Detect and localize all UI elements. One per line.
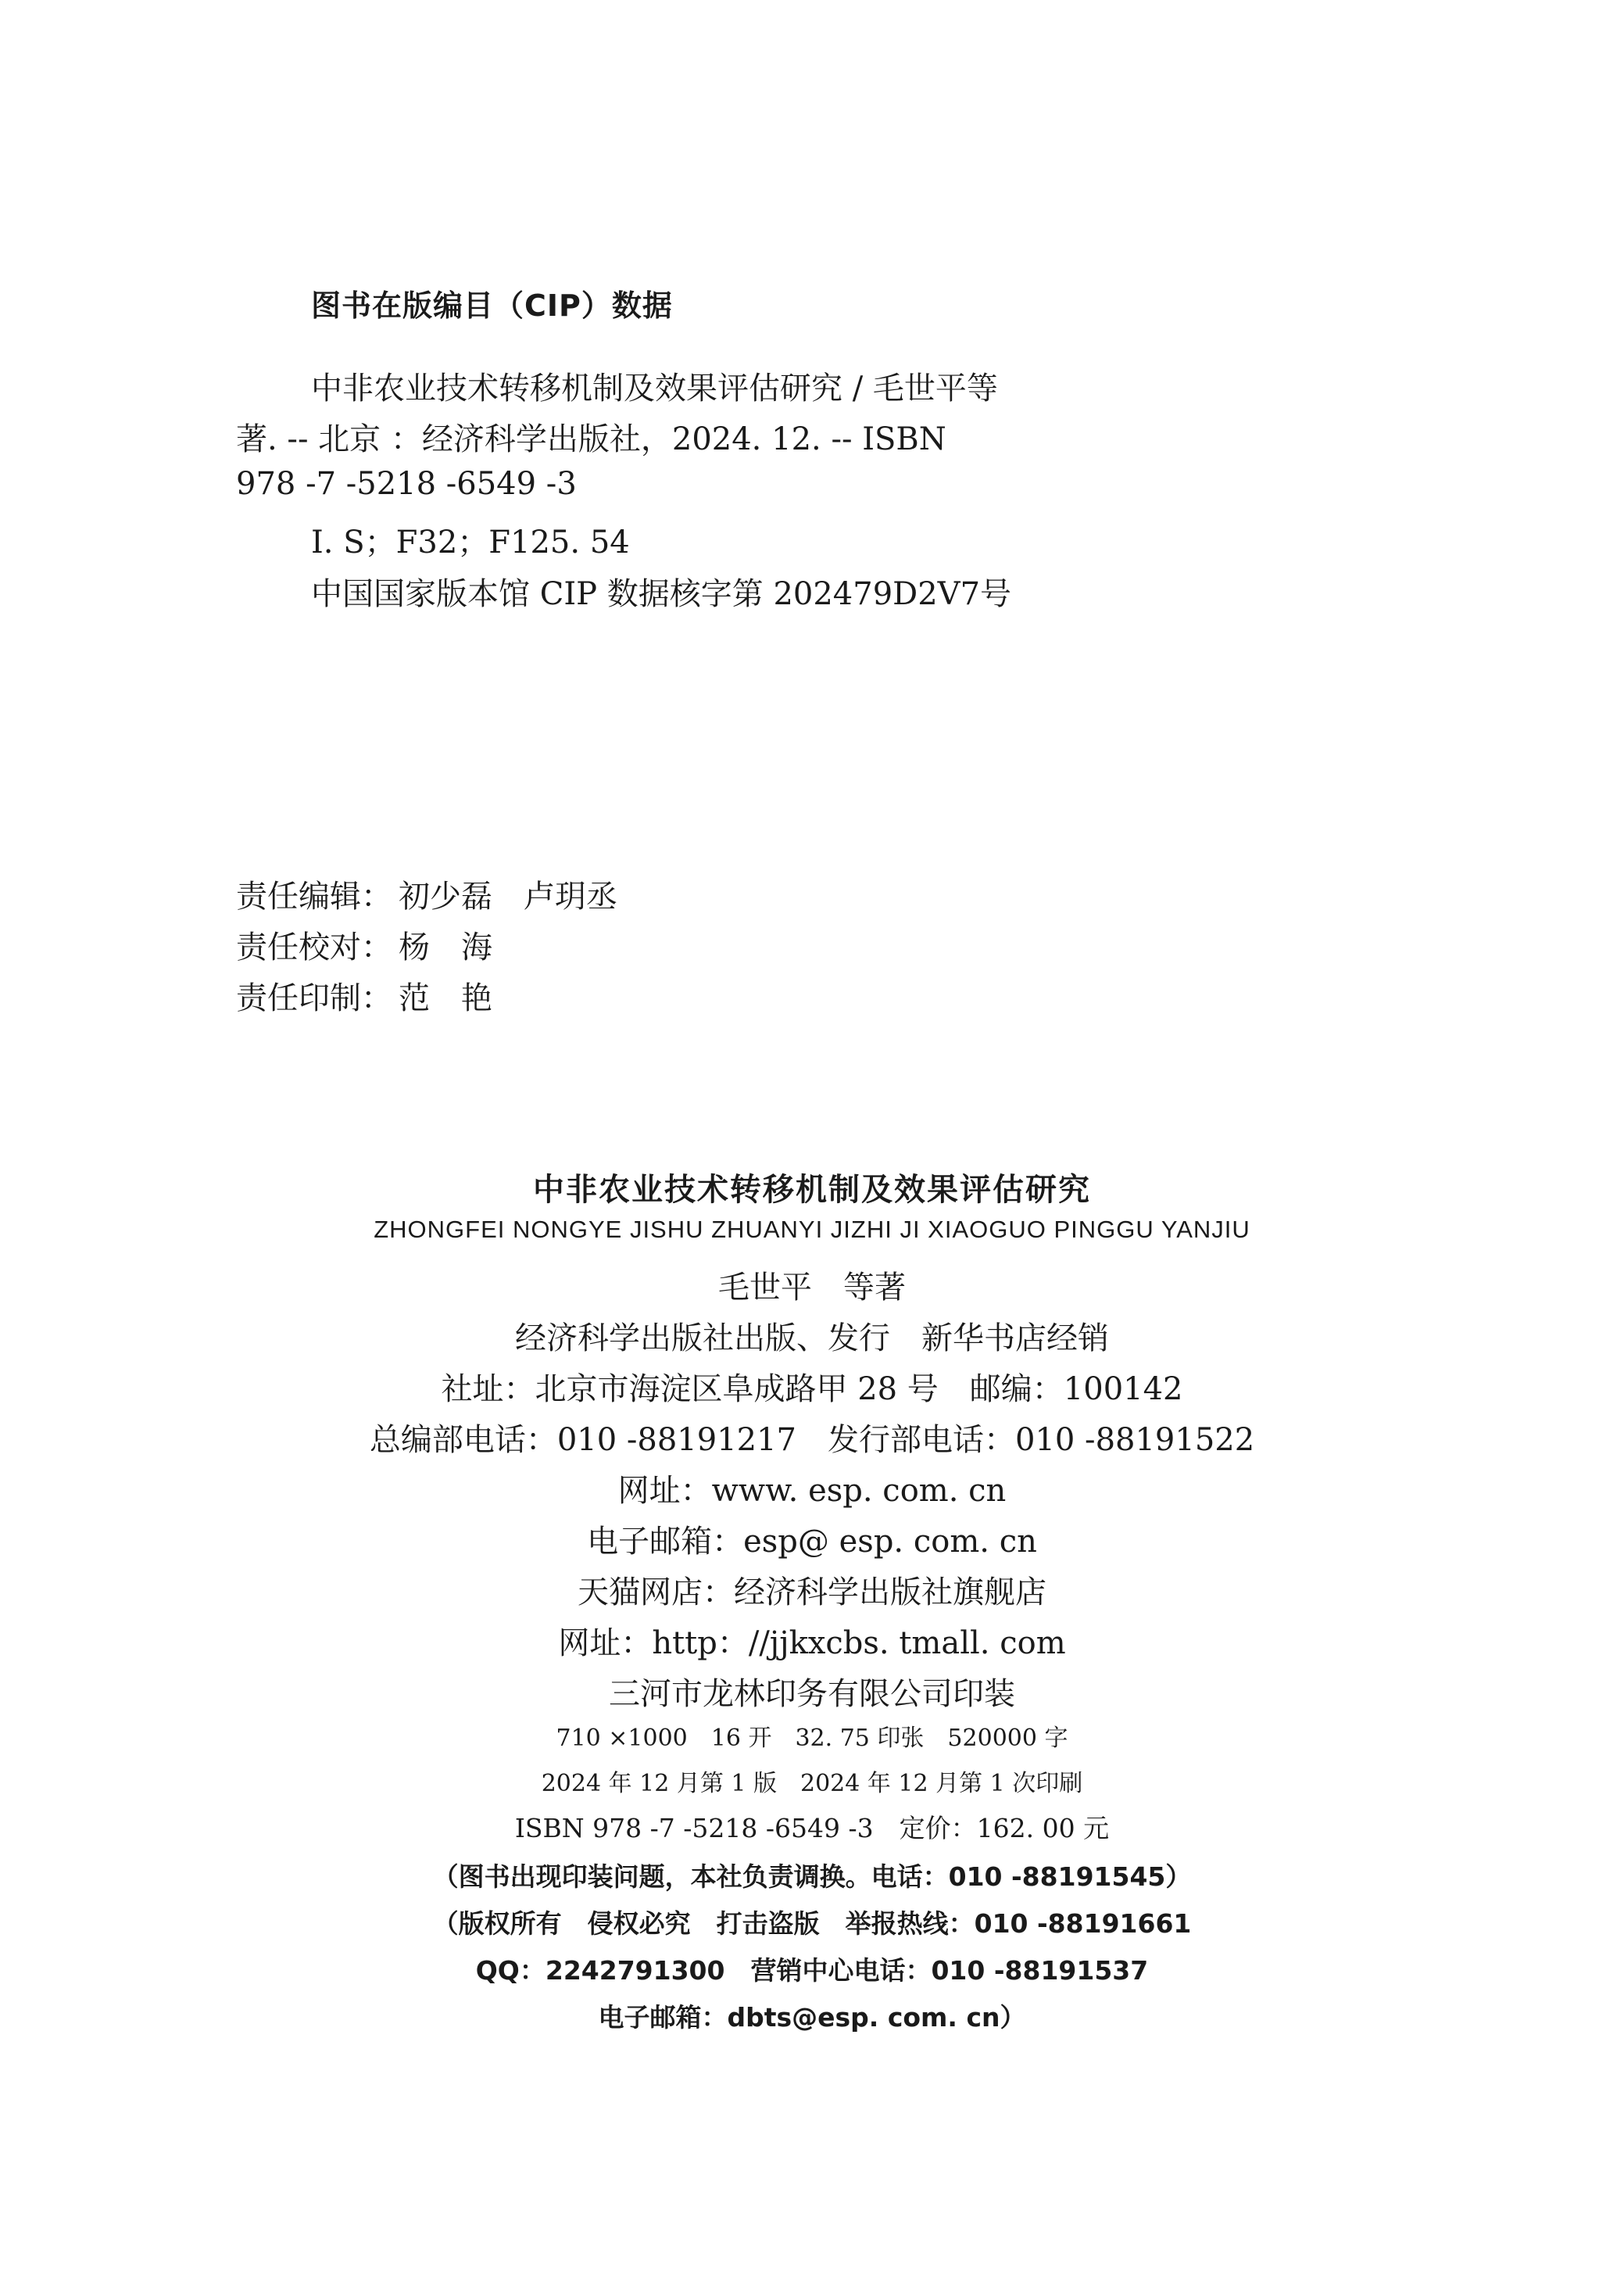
print-manager-value: 范 艳 — [399, 980, 492, 1016]
format-spec: 710 ×1000 16 开 32. 75 印张 520000 字 — [556, 1725, 1068, 1752]
cip-heading: 图书在版编目（CIP）数据 — [311, 288, 673, 323]
book-title-pinyin: ZHONGFEI NONGYE JISHU ZHUANYI JIZHI JI XIAOGUO PINGGU YANJIU — [374, 1216, 1250, 1243]
editor-row — [236, 872, 617, 916]
proofreader-label: 责任校对： — [236, 930, 392, 965]
cip-line-publisher: 著. -- 北京 ：经济科学出版社，2024. 12. -- ISBN — [236, 421, 946, 457]
cip-line-record-number: 中国国家版本馆 CIP 数据核字第 202479D2V7号 — [311, 576, 1012, 612]
book-title: 中非农业技术转移机制及效果评估研究 — [533, 1172, 1091, 1208]
online-shop: 天猫网店：经济科学出版社旗舰店 — [578, 1574, 1046, 1610]
publisher-address: 社址：北京市海淀区阜成路甲 28 号 邮编：100142 — [441, 1371, 1183, 1407]
contact-email: 电子邮箱：dbts@esp. com. cn） — [598, 2002, 1026, 2033]
proofreader-row — [236, 922, 492, 967]
cip-line-isbn: 978 -7 -5218 -6549 -3 — [236, 466, 577, 502]
online-shop-url: 网址：http：//jjkxcbs. tmall. com — [558, 1625, 1066, 1661]
copyright-notice: （版权所有 侵权必究 打击盗版 举报热线：010 -88191661 — [432, 1908, 1192, 1939]
publisher-website: 网址：www. esp. com. cn — [617, 1473, 1007, 1509]
publisher-phones: 总编部电话：010 -88191217 发行部电话：010 -88191522 — [369, 1422, 1255, 1458]
editor-value: 初少磊 卢玥丞 — [399, 879, 617, 915]
cip-line-classification: Ⅰ. S；F32；F125. 54 — [311, 525, 630, 561]
printer-line: 三河市龙林印务有限公司印装 — [609, 1676, 1015, 1712]
quality-notice: （图书出现印装问题，本社负责调换。电话：010 -88191545） — [432, 1861, 1192, 1892]
cip-line-title: 中非农业技术转移机制及效果评估研究 / 毛世平等 — [311, 371, 998, 407]
isbn-price: ISBN 978 -7 -5218 -6549 -3 定价：162. 00 元 — [514, 1813, 1110, 1843]
publisher-line: 经济科学出版社出版、发行 新华书店经销 — [515, 1320, 1109, 1356]
contact-qq: QQ：2242791300 营销中心电话：010 -88191537 — [475, 1955, 1149, 1986]
print-manager-row — [236, 973, 492, 1018]
editor-label: 责任编辑： — [236, 879, 392, 915]
book-author: 毛世平 等著 — [718, 1270, 906, 1306]
print-manager-label: 责任印制： — [236, 980, 392, 1016]
edition-line: 2024 年 12 月第 1 版 2024 年 12 月第 1 次印刷 — [541, 1770, 1083, 1797]
proofreader-value: 杨 海 — [399, 930, 492, 965]
publisher-email: 电子邮箱：esp@ esp. com. cn — [587, 1524, 1037, 1560]
